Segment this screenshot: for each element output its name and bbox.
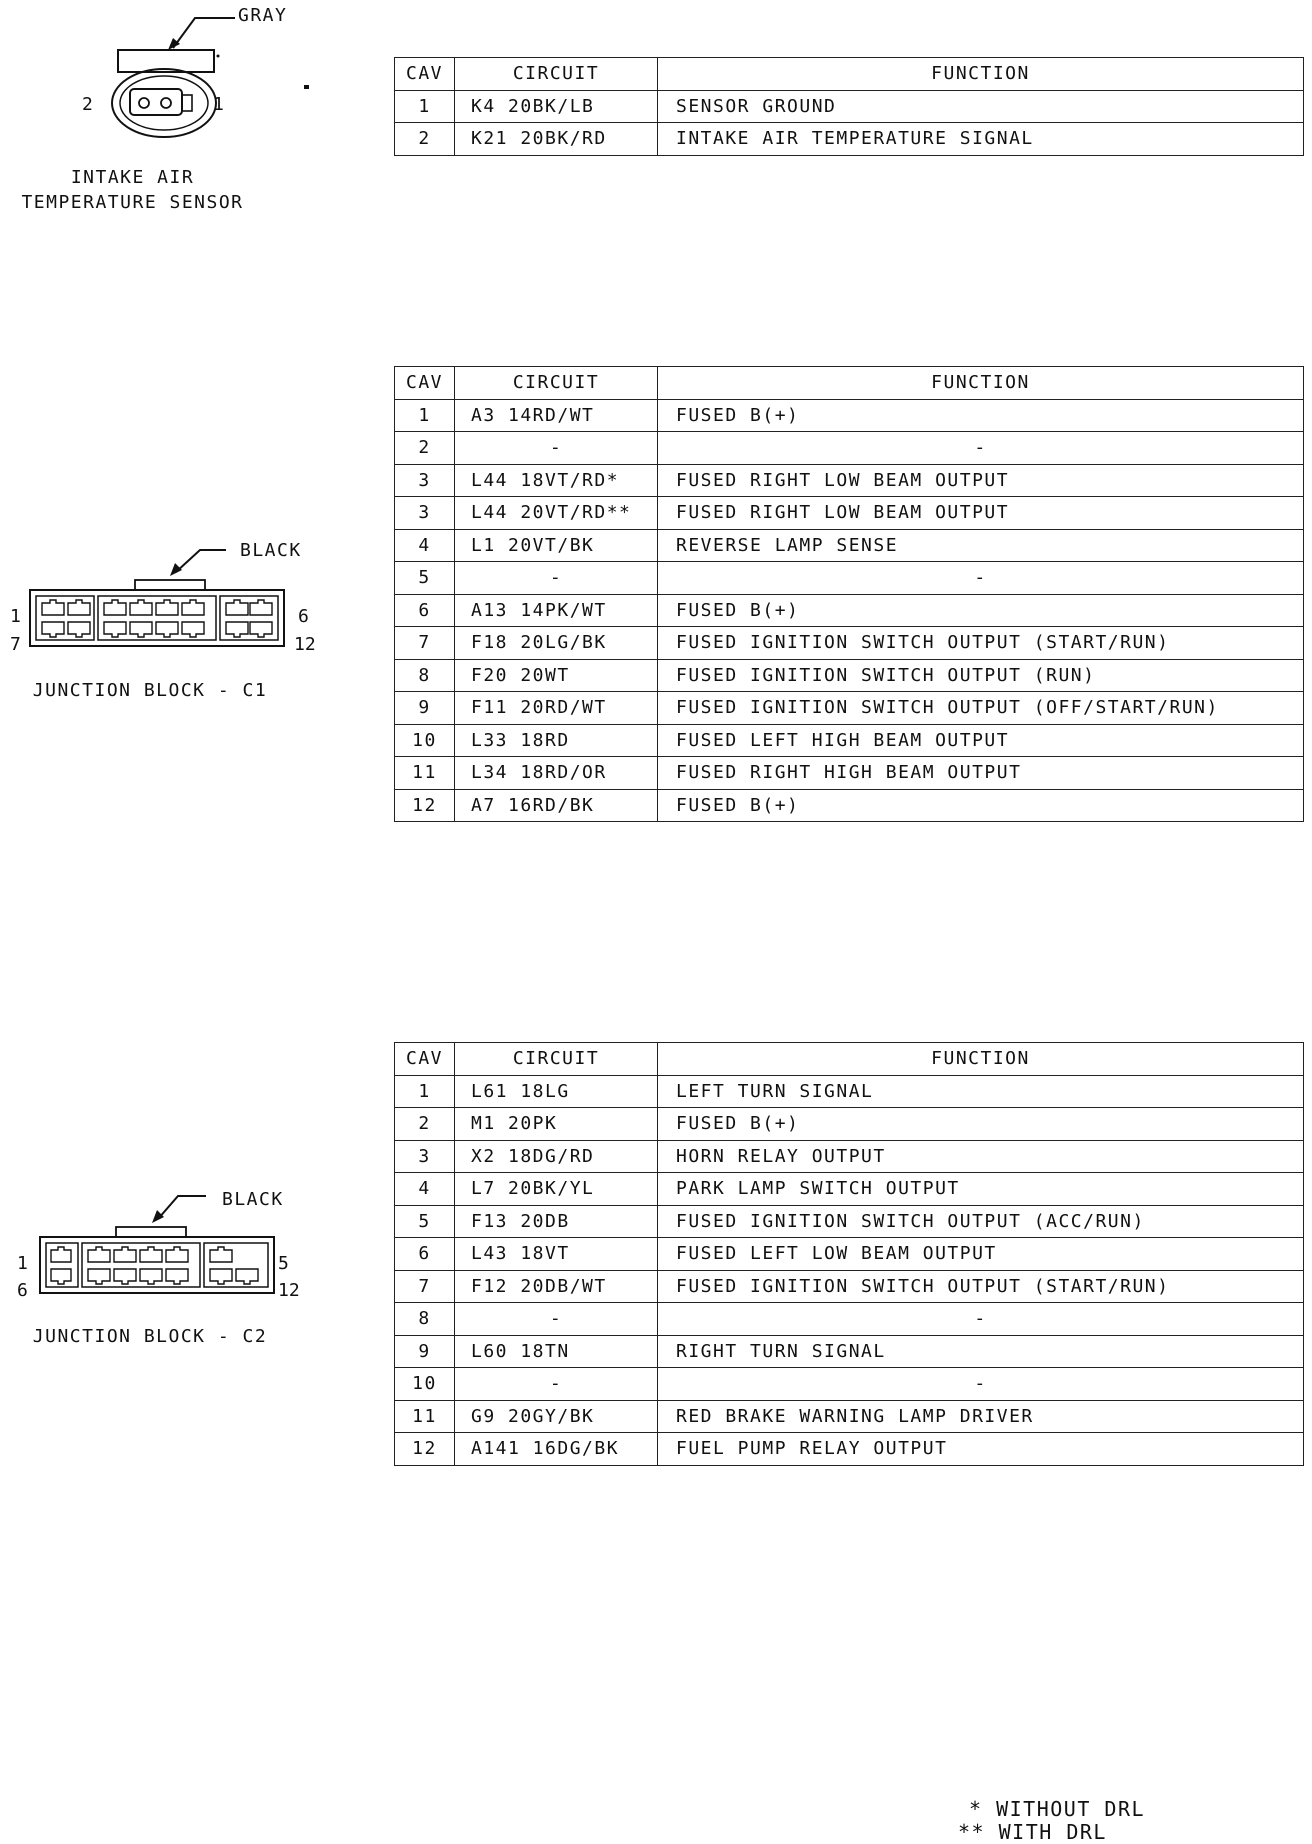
function-cell: FUSED RIGHT LOW BEAM OUTPUT xyxy=(658,464,1304,497)
pin-label: 5 xyxy=(278,1253,289,1274)
circuit-cell: F12 20DB/WT xyxy=(455,1270,658,1303)
function-cell: FUSED RIGHT LOW BEAM OUTPUT xyxy=(658,497,1304,530)
function-cell: FUSED LEFT HIGH BEAM OUTPUT xyxy=(658,724,1304,757)
connector-name xyxy=(0,165,265,215)
circuit-cell: F13 20DB xyxy=(455,1205,658,1238)
circuit-cell: A7 16RD/BK xyxy=(455,789,658,822)
connector-color-label: BLACK xyxy=(222,1189,284,1210)
connector-color-label: GRAY xyxy=(238,5,288,26)
table-row xyxy=(395,1270,1304,1303)
table-row xyxy=(395,594,1304,627)
circuit-cell: L44 18VT/RD* xyxy=(455,464,658,497)
circuit-cell: A3 14RD/WT xyxy=(455,399,658,432)
header-circuit: CIRCUIT xyxy=(455,367,658,400)
cav-cell: 2 xyxy=(395,1108,455,1141)
table-header-row xyxy=(395,58,1304,91)
circuit-cell: G9 20GY/BK xyxy=(455,1400,658,1433)
pinout-table xyxy=(394,1042,1304,1466)
circuit-cell: M1 20PK xyxy=(455,1108,658,1141)
cav-cell: 9 xyxy=(395,692,455,725)
cav-cell: 6 xyxy=(395,594,455,627)
table-row xyxy=(395,1173,1304,1206)
pin-label: 1 xyxy=(213,94,224,115)
circuit-cell: L1 20VT/BK xyxy=(455,529,658,562)
function-cell: - xyxy=(658,432,1304,465)
function-cell: PARK LAMP SWITCH OUTPUT xyxy=(658,1173,1304,1206)
function-cell: FUSED B(+) xyxy=(658,594,1304,627)
connector-color-label: BLACK xyxy=(240,540,302,561)
header-cav: CAV xyxy=(395,1043,455,1076)
table-row xyxy=(395,1368,1304,1401)
connector-name-line: TEMPERATURE SENSOR xyxy=(21,192,244,213)
pin-label: 1 xyxy=(17,1253,28,1274)
pinout-table xyxy=(394,366,1304,822)
cav-cell: 2 xyxy=(395,123,455,156)
cav-cell: 5 xyxy=(395,562,455,595)
function-cell: FUSED IGNITION SWITCH OUTPUT (OFF/START/RUN) xyxy=(658,692,1304,725)
footnotes xyxy=(958,1798,1145,1844)
cav-cell: 3 xyxy=(395,1140,455,1173)
pinout-table xyxy=(394,57,1304,156)
circuit-cell: - xyxy=(455,562,658,595)
circuit-cell: L34 18RD/OR xyxy=(455,757,658,790)
pin-label: 6 xyxy=(298,606,309,627)
table-row xyxy=(395,464,1304,497)
circuit-cell: F18 20LG/BK xyxy=(455,627,658,660)
header-circuit: CIRCUIT xyxy=(455,1043,658,1076)
table-row xyxy=(395,1400,1304,1433)
cav-cell: 8 xyxy=(395,659,455,692)
table-header-row xyxy=(395,367,1304,400)
cav-cell: 10 xyxy=(395,1368,455,1401)
table-row xyxy=(395,627,1304,660)
function-cell: RED BRAKE WARNING LAMP DRIVER xyxy=(658,1400,1304,1433)
cav-cell: 10 xyxy=(395,724,455,757)
function-cell: FUSED RIGHT HIGH BEAM OUTPUT xyxy=(658,757,1304,790)
table-row xyxy=(395,1433,1304,1466)
circuit-cell: - xyxy=(455,432,658,465)
function-cell: INTAKE AIR TEMPERATURE SIGNAL xyxy=(658,123,1304,156)
table-row xyxy=(395,1108,1304,1141)
cav-cell: 7 xyxy=(395,627,455,660)
table-row xyxy=(395,1075,1304,1108)
cav-cell: 4 xyxy=(395,1173,455,1206)
cav-cell: 4 xyxy=(395,529,455,562)
table-row xyxy=(395,724,1304,757)
table-row xyxy=(395,789,1304,822)
cav-cell: 11 xyxy=(395,757,455,790)
table-row xyxy=(395,659,1304,692)
table-row xyxy=(395,497,1304,530)
cav-cell: 11 xyxy=(395,1400,455,1433)
function-cell: LEFT TURN SIGNAL xyxy=(658,1075,1304,1108)
function-cell: HORN RELAY OUTPUT xyxy=(658,1140,1304,1173)
pin-label: 6 xyxy=(17,1280,28,1301)
footnote-with-drl: ** WITH DRL xyxy=(958,1820,1107,1844)
pin-label: 7 xyxy=(10,634,21,655)
header-function: FUNCTION xyxy=(658,367,1304,400)
pin-label: 12 xyxy=(278,1280,300,1301)
table-row xyxy=(395,1303,1304,1336)
cav-cell: 2 xyxy=(395,432,455,465)
function-cell: - xyxy=(658,562,1304,595)
function-cell: - xyxy=(658,1368,1304,1401)
circuit-cell: A141 16DG/BK xyxy=(455,1433,658,1466)
function-cell: FUSED IGNITION SWITCH OUTPUT (START/RUN) xyxy=(658,627,1304,660)
function-cell: FUSED LEFT LOW BEAM OUTPUT xyxy=(658,1238,1304,1271)
header-circuit: CIRCUIT xyxy=(455,58,658,91)
circuit-cell: L61 18LG xyxy=(455,1075,658,1108)
cav-cell: 9 xyxy=(395,1335,455,1368)
table-header-row xyxy=(395,1043,1304,1076)
pin-label: 1 xyxy=(10,606,21,627)
circuit-cell: F11 20RD/WT xyxy=(455,692,658,725)
cav-cell: 8 xyxy=(395,1303,455,1336)
circuit-cell: L7 20BK/YL xyxy=(455,1173,658,1206)
table-row xyxy=(395,562,1304,595)
table-row xyxy=(395,432,1304,465)
table-row xyxy=(395,90,1304,123)
circuit-cell: L60 18TN xyxy=(455,1335,658,1368)
table-row xyxy=(395,123,1304,156)
cav-cell: 1 xyxy=(395,90,455,123)
function-cell: FUSED B(+) xyxy=(658,789,1304,822)
connector-name xyxy=(0,680,300,701)
table-row xyxy=(395,1238,1304,1271)
connector-name xyxy=(0,1326,300,1347)
circuit-cell: K21 20BK/RD xyxy=(455,123,658,156)
circuit-cell: A13 14PK/WT xyxy=(455,594,658,627)
table-row xyxy=(395,529,1304,562)
table-row xyxy=(395,1205,1304,1238)
connector-section-intake-air-temp xyxy=(0,0,1312,240)
circuit-cell: L44 20VT/RD** xyxy=(455,497,658,530)
cav-cell: 1 xyxy=(395,1075,455,1108)
cav-cell: 5 xyxy=(395,1205,455,1238)
table-row xyxy=(395,399,1304,432)
cav-cell: 6 xyxy=(395,1238,455,1271)
table-row xyxy=(395,1335,1304,1368)
connector-name-line: JUNCTION BLOCK - C1 xyxy=(32,680,268,701)
pin-label: 2 xyxy=(82,94,93,115)
function-cell: RIGHT TURN SIGNAL xyxy=(658,1335,1304,1368)
table-row xyxy=(395,757,1304,790)
header-cav: CAV xyxy=(395,367,455,400)
cav-cell: 3 xyxy=(395,497,455,530)
function-cell: FUEL PUMP RELAY OUTPUT xyxy=(658,1433,1304,1466)
circuit-cell: - xyxy=(455,1368,658,1401)
circuit-cell: - xyxy=(455,1303,658,1336)
header-function: FUNCTION xyxy=(658,58,1304,91)
cav-cell: 3 xyxy=(395,464,455,497)
circuit-cell: K4 20BK/LB xyxy=(455,90,658,123)
function-cell: FUSED IGNITION SWITCH OUTPUT (START/RUN) xyxy=(658,1270,1304,1303)
table-row xyxy=(395,1140,1304,1173)
circuit-cell: L33 18RD xyxy=(455,724,658,757)
pin-label: 12 xyxy=(294,634,316,655)
function-cell: - xyxy=(658,1303,1304,1336)
cav-cell: 12 xyxy=(395,789,455,822)
function-cell: FUSED IGNITION SWITCH OUTPUT (RUN) xyxy=(658,659,1304,692)
circuit-cell: L43 18VT xyxy=(455,1238,658,1271)
header-function: FUNCTION xyxy=(658,1043,1304,1076)
function-cell: SENSOR GROUND xyxy=(658,90,1304,123)
cav-cell: 1 xyxy=(395,399,455,432)
function-cell: REVERSE LAMP SENSE xyxy=(658,529,1304,562)
cav-cell: 7 xyxy=(395,1270,455,1303)
function-cell: FUSED B(+) xyxy=(658,399,1304,432)
table-row xyxy=(395,692,1304,725)
cav-cell: 12 xyxy=(395,1433,455,1466)
circuit-cell: X2 18DG/RD xyxy=(455,1140,658,1173)
header-cav: CAV xyxy=(395,58,455,91)
connector-name-line: INTAKE AIR xyxy=(70,167,195,188)
function-cell: FUSED B(+) xyxy=(658,1108,1304,1141)
circuit-cell: F20 20WT xyxy=(455,659,658,692)
connector-name-line: JUNCTION BLOCK - C2 xyxy=(32,1326,268,1347)
footnote-without-drl: * WITHOUT DRL xyxy=(969,1797,1146,1821)
function-cell: FUSED IGNITION SWITCH OUTPUT (ACC/RUN) xyxy=(658,1205,1304,1238)
